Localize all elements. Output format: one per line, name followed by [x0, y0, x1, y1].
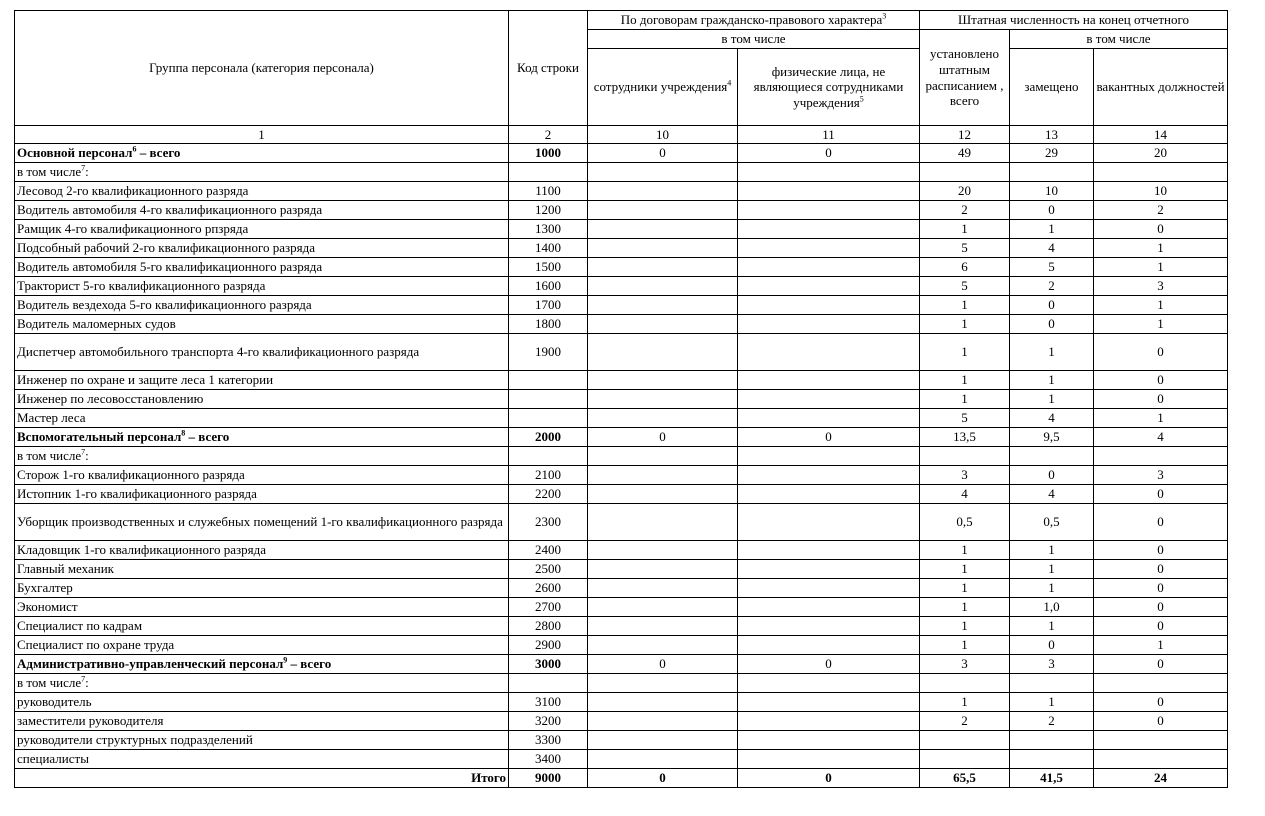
row-contracts-employees [588, 258, 738, 277]
row-established [920, 163, 1010, 182]
row-code: 2500 [509, 560, 588, 579]
row-vacant: 0 [1094, 598, 1228, 617]
row-contracts-employees [588, 693, 738, 712]
row-code: 2300 [509, 504, 588, 541]
row-contracts-individuals [738, 220, 920, 239]
row-filled: 1 [1010, 541, 1094, 560]
row-footnote: 9 [283, 655, 288, 665]
row-established: 5 [920, 277, 1010, 296]
row-filled: 4 [1010, 239, 1094, 258]
row-filled: 1 [1010, 693, 1094, 712]
row-vacant: 2 [1094, 201, 1228, 220]
row-name: заместители руководителя [15, 712, 509, 731]
row-established: 3 [920, 655, 1010, 674]
row-established [920, 674, 1010, 693]
table-header [15, 11, 1228, 144]
row-contracts-individuals [738, 693, 920, 712]
row-footnote: 6 [132, 144, 137, 154]
row-filled: 0 [1010, 315, 1094, 334]
row-contracts-employees [588, 371, 738, 390]
row-vacant: 0 [1094, 390, 1228, 409]
row-vacant: 0 [1094, 712, 1228, 731]
row-contracts-employees: 0 [588, 428, 738, 447]
row-filled: 1,0 [1010, 598, 1094, 617]
header-staff-including: в том числе [1010, 30, 1228, 49]
row-established: 4 [920, 485, 1010, 504]
row-code: 1800 [509, 315, 588, 334]
row-established: 1 [920, 220, 1010, 239]
table-row [15, 560, 1228, 579]
row-established: 0,5 [920, 504, 1010, 541]
row-name: Водитель автомобиля 5-го квалификационного разряда [15, 258, 509, 277]
row-vacant: 1 [1094, 315, 1228, 334]
row-footnote: 7 [81, 674, 86, 684]
row-contracts-individuals [738, 731, 920, 750]
row-contracts-individuals [738, 598, 920, 617]
row-contracts-individuals [738, 466, 920, 485]
row-name: Мастер леса [15, 409, 509, 428]
row-contracts-employees: 0 [588, 769, 738, 788]
row-name: Истопник 1-го квалификационного разряда [15, 485, 509, 504]
row-code: 2100 [509, 466, 588, 485]
row-filled: 0,5 [1010, 504, 1094, 541]
row-vacant: 24 [1094, 769, 1228, 788]
row-contracts-employees [588, 315, 738, 334]
row-name: Главный механик [15, 560, 509, 579]
row-code: 2000 [509, 428, 588, 447]
row-contracts-individuals [738, 579, 920, 598]
row-name: Административно-управленческий персонал$^9$ – всего [15, 655, 509, 674]
row-vacant: 20 [1094, 144, 1228, 163]
row-contracts-individuals [738, 409, 920, 428]
row-established: 1 [920, 334, 1010, 371]
row-name: Итого [15, 769, 509, 788]
row-established: 1 [920, 636, 1010, 655]
column-number: 1 [15, 126, 509, 144]
row-contracts-individuals [738, 617, 920, 636]
table-row [15, 541, 1228, 560]
row-vacant: 3 [1094, 466, 1228, 485]
table-row [15, 504, 1228, 541]
row-name: Водитель автомобиля 4-го квалификационного разряда [15, 201, 509, 220]
row-filled: 1 [1010, 390, 1094, 409]
row-established: 5 [920, 409, 1010, 428]
row-contracts-individuals [738, 296, 920, 315]
row-contracts-employees [588, 163, 738, 182]
row-vacant: 0 [1094, 504, 1228, 541]
row-code [509, 674, 588, 693]
row-vacant: 4 [1094, 428, 1228, 447]
row-contracts-individuals [738, 239, 920, 258]
row-contracts-employees [588, 617, 738, 636]
table-row [15, 674, 1228, 693]
row-established: 6 [920, 258, 1010, 277]
row-contracts-employees [588, 334, 738, 371]
row-code: 2200 [509, 485, 588, 504]
row-contracts-individuals [738, 258, 920, 277]
row-established [920, 731, 1010, 750]
row-code [509, 447, 588, 466]
row-contracts-individuals [738, 371, 920, 390]
row-code [509, 371, 588, 390]
column-number: 12 [920, 126, 1010, 144]
row-code: 2400 [509, 541, 588, 560]
column-number: 13 [1010, 126, 1094, 144]
row-contracts-individuals [738, 315, 920, 334]
row-name: Диспетчер автомобильного транспорта 4-го квалификационного разряда [15, 334, 509, 371]
row-contracts-individuals [738, 560, 920, 579]
row-code: 9000 [509, 769, 588, 788]
row-name: в том числе$^7$: [15, 674, 509, 693]
row-name: руководитель [15, 693, 509, 712]
row-vacant [1094, 163, 1228, 182]
row-contracts-individuals [738, 712, 920, 731]
row-contracts-employees [588, 201, 738, 220]
row-code: 2700 [509, 598, 588, 617]
row-name: Кладовщик 1-го квалификационного разряда [15, 541, 509, 560]
row-filled [1010, 674, 1094, 693]
row-vacant [1094, 674, 1228, 693]
row-vacant: 0 [1094, 579, 1228, 598]
table-row [15, 334, 1228, 371]
row-name: специалисты [15, 750, 509, 769]
row-vacant: 0 [1094, 693, 1228, 712]
row-filled: 0 [1010, 466, 1094, 485]
row-established: 1 [920, 315, 1010, 334]
row-contracts-employees [588, 560, 738, 579]
row-established: 13,5 [920, 428, 1010, 447]
column-number: 2 [509, 126, 588, 144]
row-name: Водитель вездехода 5-го квалификационного разряда [15, 296, 509, 315]
row-contracts-individuals [738, 163, 920, 182]
row-established: 5 [920, 239, 1010, 258]
header-employees-footnote: 4 [727, 78, 732, 88]
row-established: 49 [920, 144, 1010, 163]
row-name: Специалист по охране труда [15, 636, 509, 655]
row-filled: 1 [1010, 560, 1094, 579]
row-vacant: 0 [1094, 220, 1228, 239]
column-number: 14 [1094, 126, 1228, 144]
row-contracts-employees: 0 [588, 144, 738, 163]
row-vacant [1094, 447, 1228, 466]
row-contracts-employees [588, 731, 738, 750]
table-row [15, 371, 1228, 390]
row-contracts-individuals [738, 390, 920, 409]
row-contracts-employees [588, 712, 738, 731]
row-code: 1900 [509, 334, 588, 371]
row-filled: 0 [1010, 201, 1094, 220]
header-individuals-footnote: 5 [859, 94, 864, 104]
row-established: 1 [920, 371, 1010, 390]
row-contracts-employees [588, 409, 738, 428]
row-code: 1200 [509, 201, 588, 220]
table-row [15, 655, 1228, 674]
row-name: Вспомогательный персонал$^8$ – всего [15, 428, 509, 447]
row-filled: 1 [1010, 371, 1094, 390]
row-established: 2 [920, 201, 1010, 220]
table-row [15, 163, 1228, 182]
row-code: 3000 [509, 655, 588, 674]
row-established: 1 [920, 296, 1010, 315]
row-contracts-employees [588, 182, 738, 201]
row-name: Тракторист 5-го квалификационного разряда [15, 277, 509, 296]
row-established: 1 [920, 560, 1010, 579]
row-vacant: 1 [1094, 409, 1228, 428]
column-numbers-row [15, 126, 1228, 144]
header-contracts-footnote: 3 [882, 11, 887, 21]
row-filled [1010, 447, 1094, 466]
row-footnote: 7 [81, 447, 86, 457]
row-contracts-individuals [738, 201, 920, 220]
row-name: Уборщик производственных и служебных помещений 1-го квалификационного разряда [15, 504, 509, 541]
table-row [15, 144, 1228, 163]
row-filled: 0 [1010, 296, 1094, 315]
column-number: 11 [738, 126, 920, 144]
row-established: 1 [920, 598, 1010, 617]
row-contracts-employees [588, 579, 738, 598]
row-contracts-individuals [738, 277, 920, 296]
row-code: 3200 [509, 712, 588, 731]
header-filled: замещено [1010, 49, 1094, 126]
table-row [15, 579, 1228, 598]
row-contracts-individuals [738, 636, 920, 655]
row-name: Бухгалтер [15, 579, 509, 598]
row-contracts-individuals [738, 182, 920, 201]
row-name: в том числе$^7$: [15, 447, 509, 466]
row-filled: 4 [1010, 485, 1094, 504]
table-row [15, 409, 1228, 428]
column-number: 10 [588, 126, 738, 144]
row-contracts-individuals: 0 [738, 144, 920, 163]
row-filled: 3 [1010, 655, 1094, 674]
row-contracts-employees [588, 277, 738, 296]
table-row [15, 636, 1228, 655]
row-filled: 2 [1010, 712, 1094, 731]
row-filled: 29 [1010, 144, 1094, 163]
row-contracts-individuals [738, 541, 920, 560]
row-code: 1100 [509, 182, 588, 201]
header-contracts: По договорам гражданско-правового характера$^3$ [588, 11, 920, 30]
row-contracts-individuals [738, 750, 920, 769]
row-contracts-individuals [738, 485, 920, 504]
row-established [920, 447, 1010, 466]
table-row [15, 390, 1228, 409]
row-established [920, 750, 1010, 769]
header-employees: сотрудники учреждения$^4$ [588, 49, 738, 126]
row-code: 1000 [509, 144, 588, 163]
row-vacant: 0 [1094, 617, 1228, 636]
row-code: 2800 [509, 617, 588, 636]
row-name: Лесовод 2-го квалификационного разряда [15, 182, 509, 201]
row-footnote: 8 [181, 428, 186, 438]
row-filled [1010, 163, 1094, 182]
row-contracts-employees [588, 504, 738, 541]
row-filled: 1 [1010, 617, 1094, 636]
row-vacant: 1 [1094, 636, 1228, 655]
header-established: установлено штатным расписанием , всего [920, 30, 1010, 126]
table-row [15, 239, 1228, 258]
row-code: 1700 [509, 296, 588, 315]
row-filled: 1 [1010, 579, 1094, 598]
table-row [15, 617, 1228, 636]
row-code: 1300 [509, 220, 588, 239]
table-row [15, 598, 1228, 617]
row-vacant: 0 [1094, 485, 1228, 504]
row-vacant: 10 [1094, 182, 1228, 201]
row-code: 1500 [509, 258, 588, 277]
row-vacant [1094, 750, 1228, 769]
row-name: Рамщик 4-го квалификационного рпзряда [15, 220, 509, 239]
table-row [15, 712, 1228, 731]
table-row [15, 750, 1228, 769]
row-established: 3 [920, 466, 1010, 485]
row-name: в том числе$^7$: [15, 163, 509, 182]
row-filled [1010, 731, 1094, 750]
row-contracts-individuals [738, 674, 920, 693]
staff-table [14, 10, 1228, 788]
row-established: 2 [920, 712, 1010, 731]
row-established: 1 [920, 390, 1010, 409]
table-row [15, 296, 1228, 315]
header-individuals: физические лица, не являющиеся сотрудниками учреждения$^5$ [738, 49, 920, 126]
row-contracts-employees [588, 447, 738, 466]
table-row [15, 485, 1228, 504]
row-established: 1 [920, 693, 1010, 712]
row-filled: 10 [1010, 182, 1094, 201]
row-established: 1 [920, 579, 1010, 598]
row-contracts-employees [588, 296, 738, 315]
row-name: Основной персонал$^6$ – всего [15, 144, 509, 163]
row-filled: 1 [1010, 220, 1094, 239]
header-group: Группа персонала (категория персонала) [15, 11, 509, 126]
row-code: 3100 [509, 693, 588, 712]
row-contracts-employees [588, 541, 738, 560]
header-code: Код строки [509, 11, 588, 126]
row-contracts-individuals: 0 [738, 655, 920, 674]
table-row [15, 258, 1228, 277]
row-contracts-employees [588, 674, 738, 693]
row-vacant: 0 [1094, 371, 1228, 390]
row-filled: 5 [1010, 258, 1094, 277]
row-name: Подсобный рабочий 2-го квалификационного разряда [15, 239, 509, 258]
row-contracts-individuals [738, 447, 920, 466]
table-row [15, 315, 1228, 334]
row-code: 1400 [509, 239, 588, 258]
row-code: 3400 [509, 750, 588, 769]
row-vacant: 1 [1094, 296, 1228, 315]
row-contracts-employees [588, 239, 738, 258]
table-row [15, 447, 1228, 466]
row-name: Инженер по лесовосстановлению [15, 390, 509, 409]
table-row [15, 731, 1228, 750]
table-body [15, 144, 1228, 788]
row-vacant: 0 [1094, 334, 1228, 371]
row-vacant: 0 [1094, 655, 1228, 674]
row-vacant: 1 [1094, 239, 1228, 258]
table-row [15, 201, 1228, 220]
row-code [509, 163, 588, 182]
row-established: 1 [920, 541, 1010, 560]
row-vacant: 3 [1094, 277, 1228, 296]
table-row [15, 182, 1228, 201]
row-code [509, 409, 588, 428]
row-code: 3300 [509, 731, 588, 750]
row-filled: 41,5 [1010, 769, 1094, 788]
row-code: 1600 [509, 277, 588, 296]
row-name: руководители структурных подразделений [15, 731, 509, 750]
row-code: 2900 [509, 636, 588, 655]
row-vacant: 0 [1094, 560, 1228, 579]
row-contracts-employees [588, 636, 738, 655]
table-row [15, 277, 1228, 296]
row-contracts-employees: 0 [588, 655, 738, 674]
row-contracts-individuals: 0 [738, 769, 920, 788]
row-contracts-individuals: 0 [738, 428, 920, 447]
header-vacant: вакантных должностей [1094, 49, 1228, 126]
row-filled: 0 [1010, 636, 1094, 655]
row-contracts-individuals [738, 504, 920, 541]
row-filled: 1 [1010, 334, 1094, 371]
row-vacant: 0 [1094, 541, 1228, 560]
total-row [15, 769, 1228, 788]
row-vacant: 1 [1094, 258, 1228, 277]
row-code: 2600 [509, 579, 588, 598]
row-filled [1010, 750, 1094, 769]
table-row [15, 428, 1228, 447]
row-contracts-employees [588, 750, 738, 769]
row-contracts-individuals [738, 334, 920, 371]
row-name: Инженер по охране и защите леса 1 категории [15, 371, 509, 390]
table-row [15, 220, 1228, 239]
row-code [509, 390, 588, 409]
table-row [15, 693, 1228, 712]
row-name: Специалист по кадрам [15, 617, 509, 636]
row-established: 1 [920, 617, 1010, 636]
row-established: 20 [920, 182, 1010, 201]
row-contracts-employees [588, 390, 738, 409]
row-contracts-employees [588, 485, 738, 504]
row-contracts-employees [588, 466, 738, 485]
header-staff: Штатная численность на конец отчетного [920, 11, 1228, 30]
header-contracts-including: в том числе [588, 30, 920, 49]
row-footnote: 7 [81, 163, 86, 173]
row-vacant [1094, 731, 1228, 750]
row-contracts-employees [588, 598, 738, 617]
table-row [15, 466, 1228, 485]
row-contracts-employees [588, 220, 738, 239]
row-filled: 9,5 [1010, 428, 1094, 447]
row-filled: 4 [1010, 409, 1094, 428]
row-name: Сторож 1-го квалификационного разряда [15, 466, 509, 485]
row-name: Экономист [15, 598, 509, 617]
row-name: Водитель маломерных судов [15, 315, 509, 334]
row-filled: 2 [1010, 277, 1094, 296]
row-established: 65,5 [920, 769, 1010, 788]
